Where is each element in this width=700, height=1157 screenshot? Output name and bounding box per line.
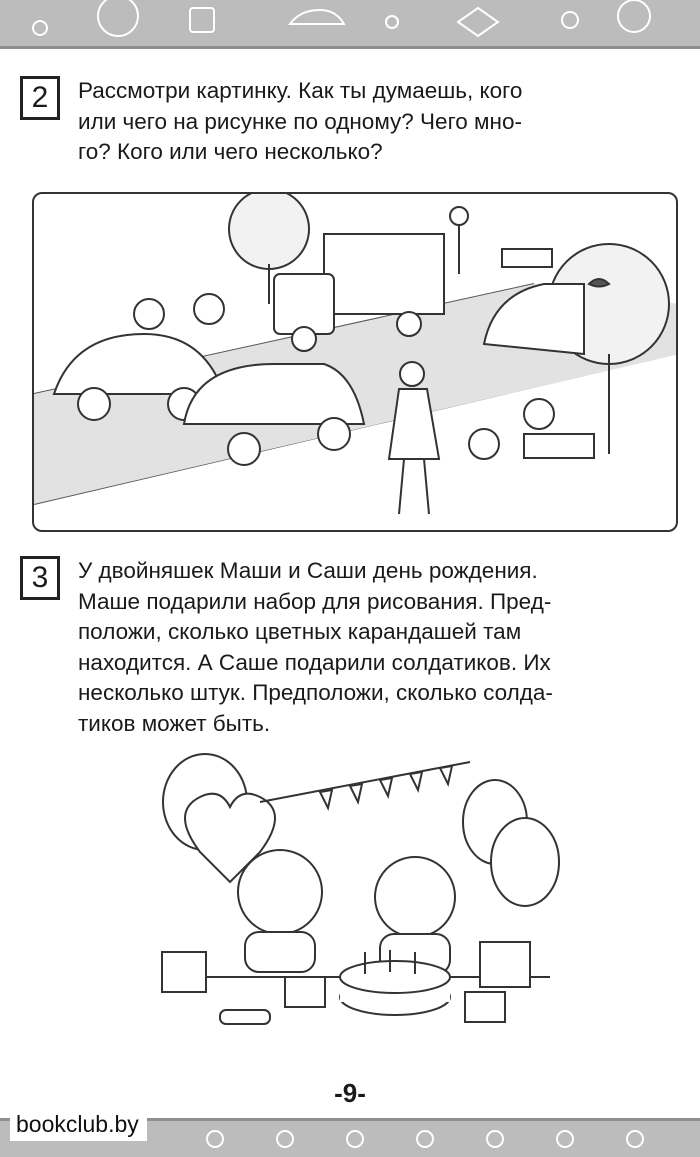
kite-icon: [458, 8, 498, 36]
bench-drawing: [524, 434, 594, 458]
flower-icon: [33, 21, 47, 35]
car-drawing: [54, 334, 224, 394]
task-instructions: [78, 76, 680, 168]
gift-box-icon: [285, 977, 325, 1007]
flower-icon: [207, 1131, 223, 1147]
man-figure: [450, 207, 468, 225]
street-scene-drawing: [34, 194, 678, 532]
watermark: bookclub.by: [10, 1109, 147, 1141]
flower-icon: [557, 1131, 573, 1147]
flower-icon: [627, 1131, 643, 1147]
top-border-ornaments: [0, 0, 700, 46]
girl-figure: [238, 850, 322, 934]
gift-box-icon: [480, 942, 530, 987]
task-line: тиков может быть.: [78, 710, 271, 736]
birthday-party-illustration: [150, 752, 570, 1042]
balloon-icon: [491, 818, 559, 906]
top-decorative-border: [0, 0, 700, 49]
smiley-face-icon: [98, 0, 138, 36]
task-number: 2: [20, 76, 60, 120]
page-number: -9-: [334, 1078, 366, 1108]
bicycle-icon: [134, 299, 164, 329]
star-icon: [386, 16, 398, 28]
gift-box-icon: [465, 992, 505, 1022]
bee-icon: [562, 12, 578, 28]
task-line: го? Кого или чего несколько?: [78, 139, 383, 164]
woman-figure: [400, 362, 424, 386]
task-line: У двойняшек Маши и Саши день рождения.: [78, 558, 538, 583]
flower-icon: [347, 1131, 363, 1147]
gift-box-icon: [162, 952, 206, 992]
task-line: несколько штук. Предположи, сколько солда-: [78, 680, 553, 705]
task-line: или чего на рисунке по одному? Чего мно-: [78, 108, 522, 134]
tree-icon: [229, 194, 309, 269]
car-icon: [290, 10, 344, 24]
truck-drawing: [324, 234, 444, 314]
party-cracker-icon: [220, 1010, 270, 1024]
street-scene-illustration: [32, 192, 678, 532]
bench-drawing: [502, 249, 552, 267]
toy-block-icon: [190, 8, 214, 32]
flower-icon: [417, 1131, 433, 1147]
boy-figure: [375, 857, 455, 937]
task-line: Рассмотри картинку. Как ты думаешь, кого: [78, 78, 523, 103]
task-line: находится. А Саше подарили солдатиков. Их: [78, 649, 551, 675]
task-line: положи, сколько цветных карандашей там: [78, 619, 522, 644]
task-instructions: [78, 556, 680, 739]
bunting-flags: [260, 762, 470, 802]
birthday-party-drawing: [150, 752, 570, 1042]
task-line: Маше подарили набор для рисования. Пред-: [78, 588, 552, 614]
flower-icon: [487, 1131, 503, 1147]
flower-icon: [277, 1131, 293, 1147]
task-2: [20, 76, 680, 168]
clock-icon: [618, 0, 650, 32]
task-3: [20, 556, 680, 739]
task-number: 3: [20, 556, 60, 600]
bicycle-icon: [469, 429, 499, 459]
